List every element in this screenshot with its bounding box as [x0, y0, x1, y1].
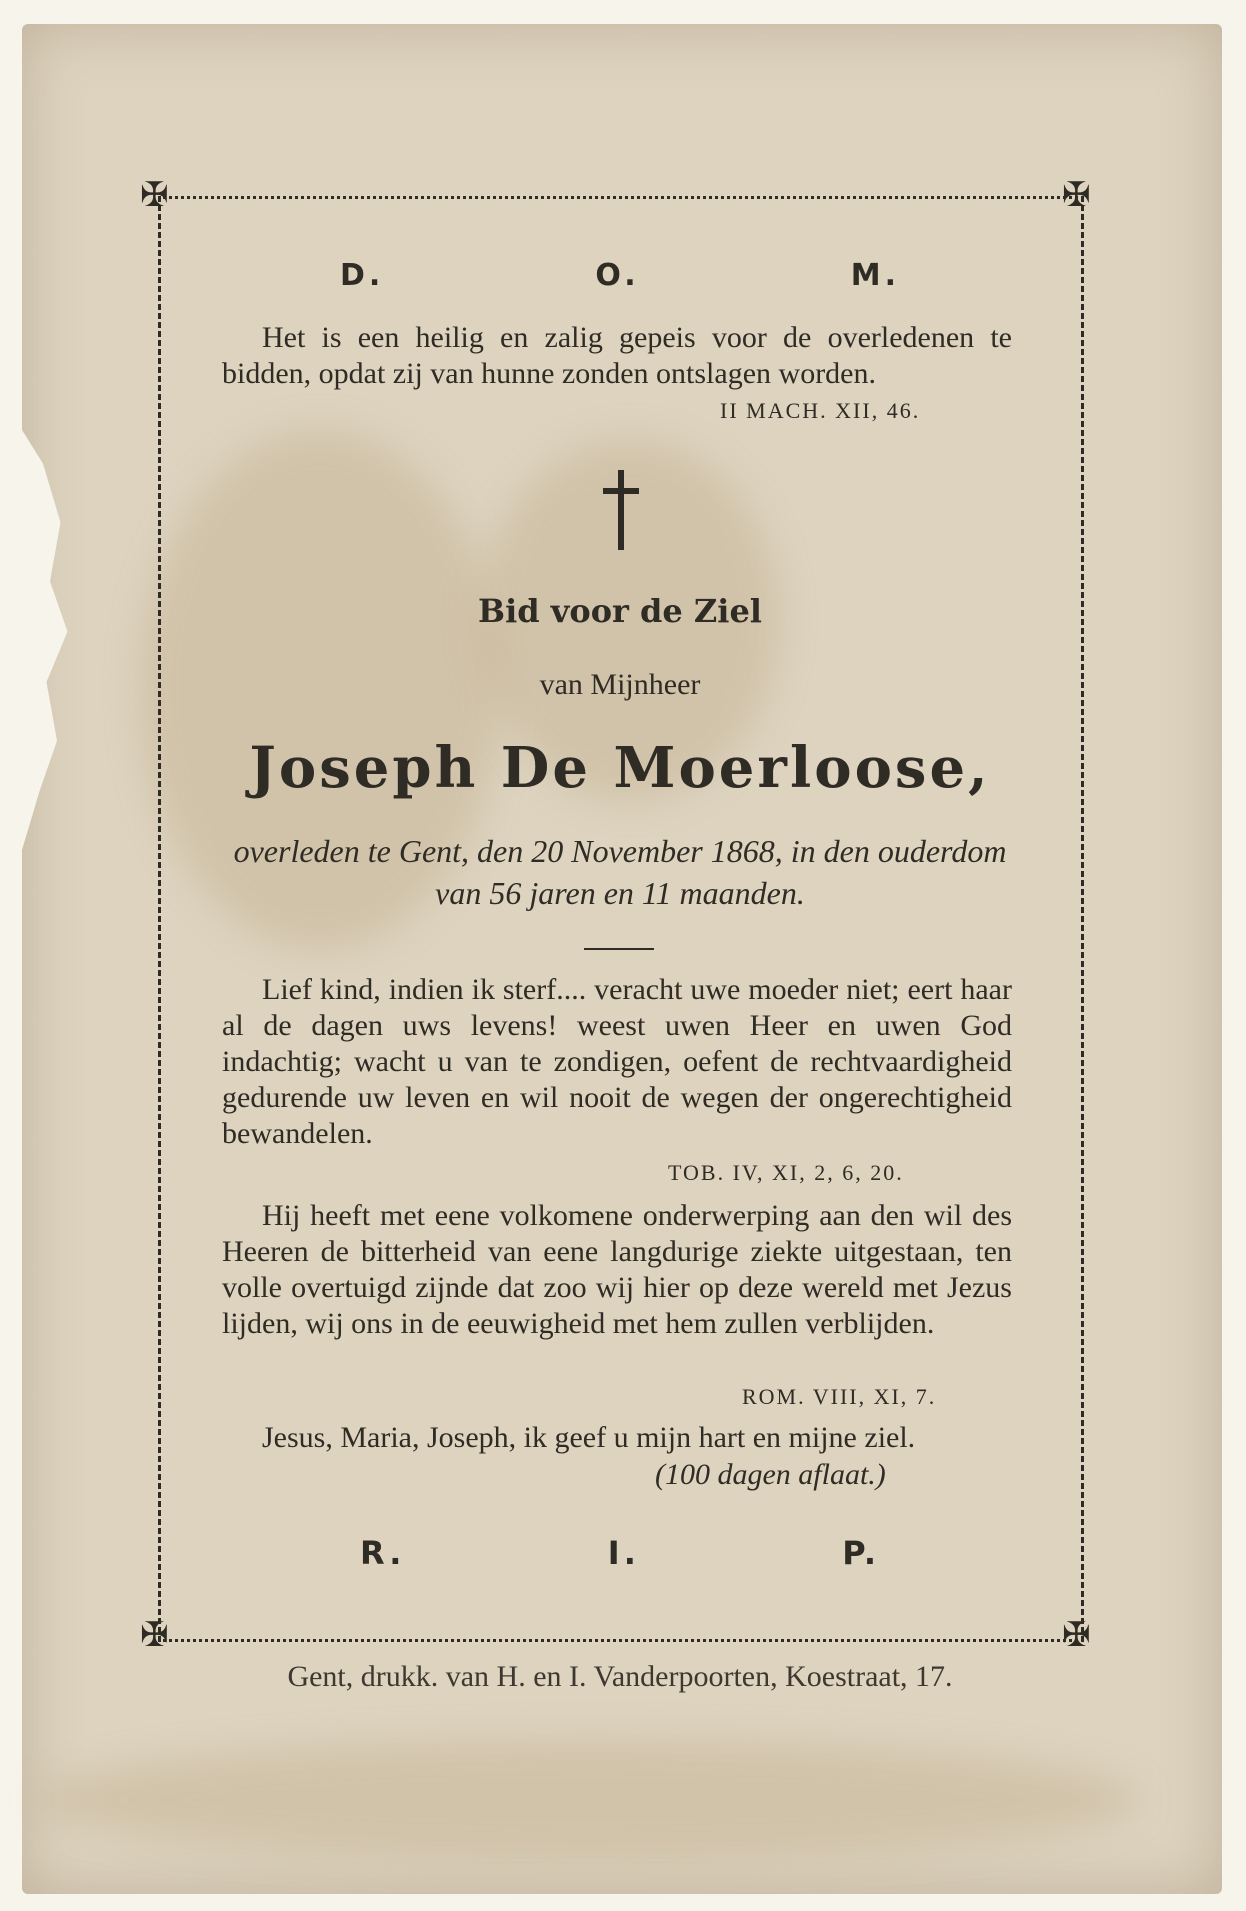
quote-tobit-ref: TOB. IV, XI, 2, 6, 20.: [668, 1160, 904, 1185]
corner-ornament-icon: ✠: [1062, 1615, 1091, 1655]
van-mijnheer: van Mijnheer: [539, 668, 701, 701]
rip-i: I.: [607, 1534, 640, 1572]
prayer-text: Jesus, Maria, Joseph, ik geef u mijn hart en mijne ziel.: [262, 1421, 916, 1454]
deceased-name: Joseph De Moerloose,: [249, 735, 991, 801]
pray-heading: Bid voor de Ziel: [478, 592, 762, 630]
dom-d: D.: [340, 258, 385, 293]
cross-icon: [603, 470, 639, 550]
quote-romans-ref: ROM. VIII, XI, 7.: [742, 1384, 937, 1409]
rip-footer: [360, 1534, 880, 1572]
corner-ornament-icon: ✠: [140, 1615, 169, 1655]
dom-heading: [340, 258, 900, 293]
quote-maccabees: Het is een heilig en zalig gepeis voor de overledenen te bidden, opdat zij van hunne zonden ontslagen worden.: [222, 321, 1012, 390]
quote-romans: Hij heeft met eene volkomene onderwerping aan den wil des Heeren de bitterheid van eene langdurige ziekte uitgestaan, ten volle overtuigd zijnde dat zoo wij hier op deze wereld met Jezus lijden, wij ons in de eeuwigheid met hem zullen verblijden.: [222, 1199, 1012, 1340]
separator: [584, 948, 654, 950]
quote-tobit: Lief kind, indien ik sterf.... veracht uwe moeder niet; eert haar al de dagen uws levens! weest uwen Heer en uwen God indachtig; wacht u van te zondigen, oefent de rechtvaardigheid gedurende uw leven en wil nooit de wegen der ongerechtigheid bewandelen.: [222, 973, 1012, 1150]
printer-imprint: Gent, drukk. van H. en I. Vanderpoorten, Koestraat, 17.: [287, 1660, 953, 1693]
rip-r: R.: [360, 1534, 406, 1572]
rip-p: P.: [842, 1534, 880, 1572]
dom-m: M.: [850, 258, 900, 293]
indulgence-note: (100 dagen aflaat.): [655, 1458, 886, 1491]
age-stain: [40, 1740, 1140, 1860]
corner-ornament-icon: ✠: [1062, 175, 1091, 215]
death-details: overleden te Gent, den 20 November 1868, in den ouderdom van 56 jaren en 11 maanden.: [233, 833, 1007, 911]
quote-maccabees-ref: II MACH. XII, 46.: [720, 398, 921, 423]
corner-ornament-icon: ✠: [140, 175, 169, 215]
dom-o: O.: [595, 258, 640, 293]
